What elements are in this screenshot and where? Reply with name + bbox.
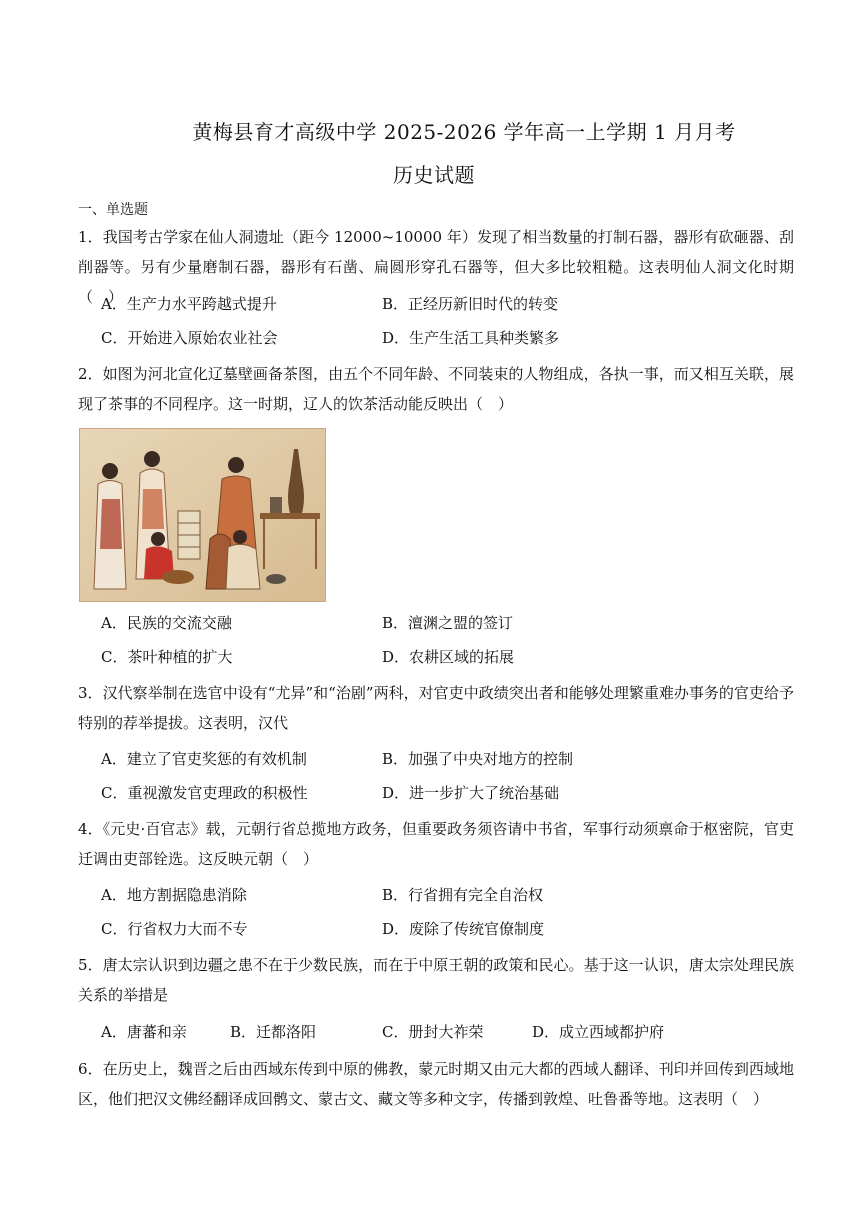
question-5-option-d: D．成立西域都护府 bbox=[532, 1023, 665, 1041]
question-3-stem: 3．汉代察举制在选官中设有“尤异”和“治剧”两科，对官吏中政绩突出者和能够处理繁重难办事务的官吏给予特别的荐举提拔。这表明，汉代 bbox=[78, 684, 794, 732]
tea-mural-illustration bbox=[80, 429, 325, 601]
question-1-option-a: A．生产力水平跨越式提升 bbox=[101, 295, 277, 313]
question-2-option-b: B．澶渊之盟的签订 bbox=[382, 614, 514, 632]
tea-mural-image bbox=[79, 428, 326, 602]
question-1-option-b: B．正经历新旧时代的转变 bbox=[382, 295, 559, 313]
question-6-stem: 6．在历史上，魏晋之后由西域东传到中原的佛教，蒙元时期又由元大都的西域人翻译、刊印并回传到西域地区，他们把汉文佛经翻译成回鹘文、蒙古文、藏文等多种文字，传播到敦煌、吐鲁番等地。这表明（ ） bbox=[78, 1060, 794, 1108]
question-4-option-a: A．地方割据隐患消除 bbox=[101, 886, 247, 904]
question-1-stem: 1．我国考古学家在仙人洞遗址（距今 12000~10000 年）发现了相当数量的打制石器，器形有砍砸器、刮削器等。另有少量磨制石器，器形有石凿、扁圆形穿孔石器等，但大多比较粗糙。这表明仙人洞文化时期（ ） bbox=[78, 228, 794, 306]
question-5-option-a: A．唐蕃和亲 bbox=[101, 1023, 187, 1041]
question-1-option-c: C．开始进入原始农业社会 bbox=[101, 329, 278, 347]
question-3-option-b: B．加强了中央对地方的控制 bbox=[382, 750, 574, 768]
question-3-option-d: D．进一步扩大了统治基础 bbox=[382, 784, 560, 802]
question-4-stem: 4．《元史·百官志》载，元朝行省总揽地方政务，但重要政务须咨请中书省，军事行动须禀命于枢密院，官吏迁调由吏部铨选。这反映元朝（ ） bbox=[78, 820, 794, 868]
question-5-option-b: B．迁都洛阳 bbox=[230, 1023, 317, 1041]
question-2-option-c: C．茶叶种植的扩大 bbox=[101, 648, 233, 666]
question-3-option-a: A．建立了官吏奖惩的有效机制 bbox=[101, 750, 307, 768]
question-5-option-c: C．册封大祚荣 bbox=[382, 1023, 484, 1041]
section-heading: 一、单选题 bbox=[78, 202, 148, 218]
exam-subtitle: 历史试题 bbox=[393, 163, 475, 187]
question-5-stem: 5．唐太宗认识到边疆之患不在于少数民族，而在于中原王朝的政策和民心。基于这一认识，唐太宗处理民族关系的举措是 bbox=[78, 956, 794, 1004]
question-2-option-a: A．民族的交流交融 bbox=[101, 614, 232, 632]
exam-title: 黄梅县育才高级中学 2025-2026 学年高一上学期 1 月月考 bbox=[192, 120, 736, 144]
question-4-option-b: B．行省拥有完全自治权 bbox=[382, 886, 544, 904]
question-3-option-c: C．重视激发官吏理政的积极性 bbox=[101, 784, 308, 802]
question-2-stem: 2．如图为河北宣化辽墓壁画备茶图，由五个不同年龄、不同装束的人物组成，各执一事，而又相互关联，展现了茶事的不同程序。这一时期，辽人的饮茶活动能反映出（ ） bbox=[78, 365, 794, 413]
question-4-option-c: C．行省权力大而不专 bbox=[101, 920, 248, 938]
question-1-option-d: D．生产生活工具种类繁多 bbox=[382, 329, 560, 347]
question-2-option-d: D．农耕区域的拓展 bbox=[382, 648, 515, 666]
question-4-option-d: D．废除了传统官僚制度 bbox=[382, 920, 545, 938]
